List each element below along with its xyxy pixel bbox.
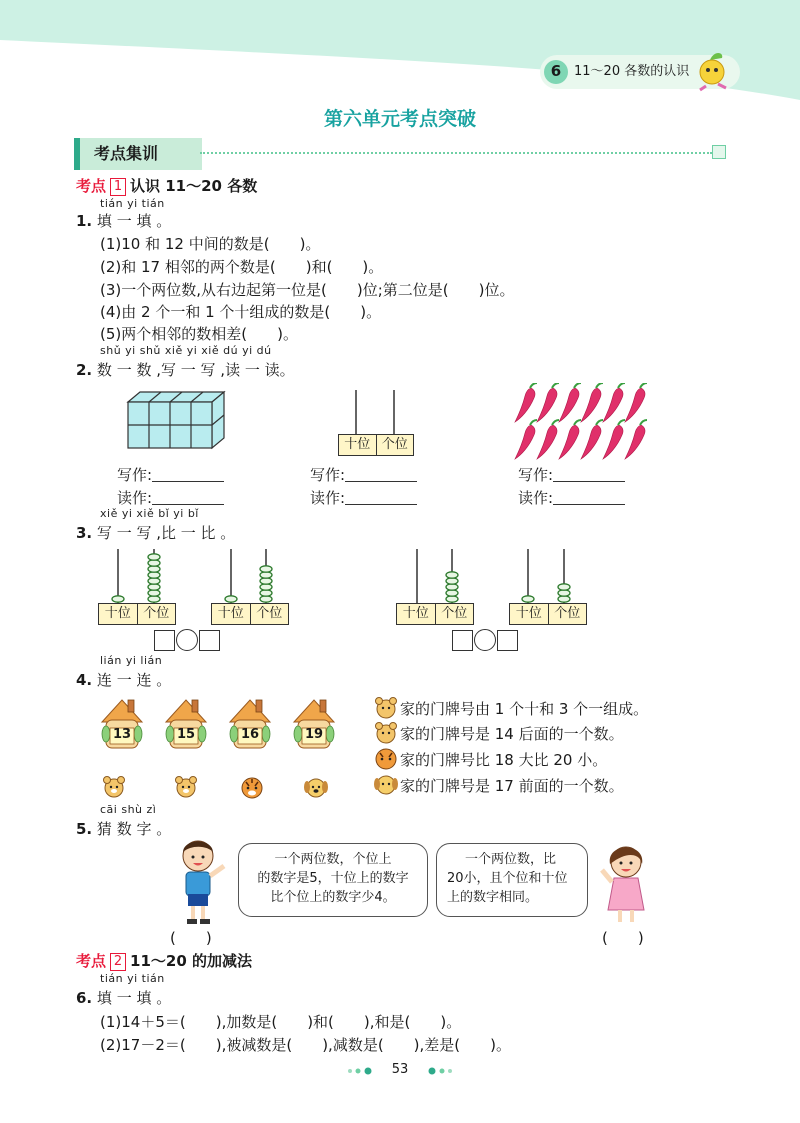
q6-title: 填 一 填 。 — [96, 989, 172, 1007]
bubble-left-line-2: 的数字是5，十位上的数字 — [257, 871, 409, 886]
page-title: 第六单元考点突破 — [323, 108, 476, 130]
abacus-group-q3 — [96, 545, 696, 605]
tens-label: 十位 — [104, 606, 131, 621]
boy-illustration — [172, 836, 230, 926]
bubble-left-line-3: 比个位上的数字少4。 — [270, 890, 396, 905]
write-blank-1[interactable] — [152, 467, 224, 482]
q4-pinyin: lián yi lián — [100, 654, 163, 667]
q6-pinyin: tián yi tián — [100, 972, 165, 985]
write-label-1: 写作: — [117, 466, 153, 484]
q1-line-5: (5)两个相邻的数相差( )。 — [100, 325, 298, 343]
q6-number: 6. — [76, 989, 93, 1007]
q5-answer-right[interactable]: ( ) — [602, 929, 644, 947]
read-blank-2[interactable] — [345, 490, 417, 505]
q5-pinyin: cāi shù zì — [100, 803, 157, 816]
q4-statement-1: 家的门牌号由 1 个十和 3 个一组成。 — [400, 700, 649, 718]
q4-statement-4: 家的门牌号是 17 前面的一个数。 — [400, 777, 624, 795]
ones-label: 个位 — [435, 604, 474, 624]
q1-pinyin: tián yi tián — [100, 197, 165, 210]
place-value-box-q2 — [338, 434, 414, 456]
abacus-rods-q2 — [330, 388, 420, 438]
q6-line-2: (2)17－2＝( ),被减数是( ),减数是( ),差是( )。 — [100, 1036, 512, 1054]
bubble-left-line-1: 一个两位数，个位上 — [274, 852, 392, 867]
read-label-2: 读作: — [310, 489, 346, 507]
section-divider — [200, 152, 712, 154]
bubble-right-line-1: 一个两位数，比 — [465, 852, 557, 867]
tens-label: 十位 — [402, 606, 429, 621]
compare-circle[interactable] — [474, 629, 496, 651]
q1-line-4: (4)由 2 个一和 1 个十组成的数是( )。 — [100, 303, 382, 321]
bubble-left — [238, 843, 428, 917]
answer-square[interactable] — [452, 630, 473, 651]
section-label-box — [74, 138, 202, 170]
page-number: 53 — [391, 1062, 409, 1077]
q1-number: 1. — [76, 212, 93, 230]
kaodian-title: 认识 11～20 各数 — [130, 177, 258, 195]
chili-peppers-image — [505, 383, 655, 463]
ones-label: 个位 — [137, 604, 176, 624]
place-value-box-q3-4 — [509, 603, 587, 625]
q2-number: 2. — [76, 361, 93, 379]
kaodian-label: 考点 — [76, 177, 107, 195]
divider-end-square — [712, 145, 726, 159]
kaodian-number: 2 — [110, 953, 126, 971]
write-blank-3[interactable] — [553, 467, 625, 482]
write-blank-2[interactable] — [345, 467, 417, 482]
q3-title: 写 一 写 ,比 一 比 。 — [96, 524, 236, 542]
q6-line-1: (1)14＋5＝( ),加数是( )和( ),和是( )。 — [100, 1013, 462, 1031]
kaodian-title: 11～20 的加减法 — [130, 952, 252, 970]
kaodian-label: 考点 — [76, 952, 107, 970]
tens-label: 十位 — [217, 606, 244, 621]
bubble-right-line-3: 上的数字相同。 — [447, 890, 539, 905]
place-value-box-q3-2 — [211, 603, 289, 625]
kaodian-number: 1 — [110, 178, 126, 196]
write-label-2: 写作: — [310, 466, 346, 484]
place-value-box-q3-3 — [396, 603, 474, 625]
unit-title: 11～20 各数的认识 — [574, 64, 690, 79]
q4-number: 4. — [76, 671, 93, 689]
q1-title: 填 一 填 。 — [96, 212, 172, 230]
unit-number: 6 — [550, 62, 562, 80]
read-label-3: 读作: — [518, 489, 554, 507]
tens-label: 十位 — [515, 606, 542, 621]
write-label-3: 写作: — [518, 466, 554, 484]
q5-number: 5. — [76, 820, 93, 838]
houses-image — [98, 692, 358, 752]
answer-square[interactable] — [497, 630, 518, 651]
house-number-1: 13 — [112, 727, 132, 742]
section-label: 考点集训 — [94, 144, 159, 163]
statement-faces — [372, 697, 400, 801]
q1-line-1: (1)10 和 12 中间的数是( )。 — [100, 235, 321, 253]
q3-number: 3. — [76, 524, 93, 542]
read-blank-1[interactable] — [152, 490, 224, 505]
q1-line-3: (3)一个两位数,从右边起第一位是( )位;第二位是( )位。 — [100, 281, 515, 299]
house-number-2: 15 — [176, 727, 196, 742]
q3-pinyin: xiě yi xiě bǐ yi bǐ — [100, 507, 199, 520]
q4-title: 连 一 连 。 — [96, 671, 172, 689]
header-band — [0, 0, 800, 100]
q2-pinyin: shǔ yi shǔ xiě yi xiě dú yi dú — [100, 344, 272, 357]
mascot-icon — [690, 48, 734, 92]
q2-title: 数 一 数 ,写 一 写 ,读 一 读。 — [96, 361, 295, 379]
cube-blocks-image — [120, 390, 230, 452]
ones-label: 个位 — [548, 604, 587, 624]
compare-circle[interactable] — [176, 629, 198, 651]
q5-title: 猜 数 字 。 — [96, 820, 172, 838]
tens-label: 十位 — [344, 437, 371, 452]
q1-line-2: (2)和 17 相邻的两个数是( )和( )。 — [100, 258, 384, 276]
q4-statement-2: 家的门牌号是 14 后面的一个数。 — [400, 725, 624, 743]
q4-statement-3: 家的门牌号比 18 大比 20 小。 — [400, 751, 608, 769]
house-number-4: 19 — [304, 727, 324, 742]
kaodian-1-heading — [76, 176, 257, 196]
place-value-box-q3-1 — [98, 603, 176, 625]
kaodian-2-heading — [76, 951, 252, 971]
answer-square[interactable] — [154, 630, 175, 651]
answer-square[interactable] — [199, 630, 220, 651]
read-label-1: 读作: — [117, 489, 153, 507]
house-number-3: 16 — [240, 727, 260, 742]
ones-label: 个位 — [376, 435, 414, 455]
q5-answer-left[interactable]: ( ) — [170, 929, 212, 947]
bubble-right — [436, 843, 588, 917]
animal-faces-row — [100, 772, 340, 802]
ones-label: 个位 — [250, 604, 289, 624]
read-blank-3[interactable] — [553, 490, 625, 505]
girl-illustration — [598, 842, 658, 928]
bubble-right-line-2: 20小，且个位和十位 — [447, 871, 568, 886]
